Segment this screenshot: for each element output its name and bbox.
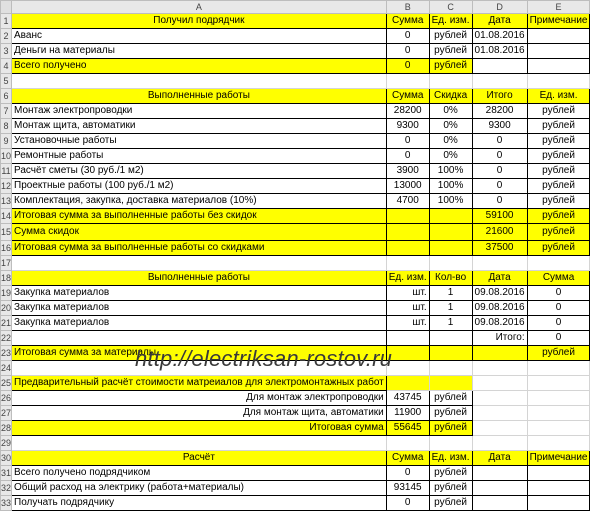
cell-d29[interactable]: [472, 436, 527, 451]
cell-b29[interactable]: [386, 436, 429, 451]
cell-c4[interactable]: рублей: [429, 59, 472, 74]
cell-b13[interactable]: 4700: [386, 194, 429, 209]
cell-c7[interactable]: 0%: [429, 104, 472, 119]
sheet-row-1: [1, 14, 590, 29]
cell-e30[interactable]: Примечание: [527, 451, 590, 466]
sheet-row-2: [1, 29, 590, 44]
cell-d15[interactable]: 21600: [472, 224, 527, 241]
sheet-row-20: [1, 301, 590, 316]
row-header[interactable]: 18: [1, 271, 12, 286]
cell-c6[interactable]: Скидка: [429, 89, 472, 104]
cell-e6[interactable]: Ед. изм.: [527, 89, 590, 104]
cell-c26[interactable]: рублей: [429, 391, 472, 406]
row-header[interactable]: 32: [1, 481, 12, 496]
cell-b17[interactable]: [386, 256, 429, 271]
cell-d32[interactable]: [472, 481, 527, 496]
cell-e28[interactable]: [527, 421, 590, 436]
cell-c28[interactable]: рублей: [429, 421, 472, 436]
sheet-row-14: [1, 209, 590, 224]
cell-b18[interactable]: Ед. изм.: [386, 271, 429, 286]
cell-b19[interactable]: шт.: [386, 286, 429, 301]
sheet-row-32: [1, 481, 590, 496]
cell-b32[interactable]: 93145: [386, 481, 429, 496]
cell-b27[interactable]: 11900: [386, 406, 429, 421]
cell-e5[interactable]: [527, 74, 590, 89]
cell-d12[interactable]: 0: [472, 179, 527, 194]
cell-b31[interactable]: 0: [386, 466, 429, 481]
cell-b7[interactable]: 28200: [386, 104, 429, 119]
cell-a25-text: Предварительный расчёт стоимости матреиалов для электромонтажных работ: [14, 377, 384, 388]
cell-b9[interactable]: 0: [386, 134, 429, 149]
cell-d28[interactable]: [472, 421, 527, 436]
cell-d25[interactable]: [472, 376, 527, 391]
column-header-c[interactable]: C: [429, 1, 472, 14]
sheet-row-15: [1, 224, 590, 241]
cell-b15[interactable]: [386, 224, 429, 241]
cell-e26[interactable]: [527, 391, 590, 406]
cell-b14[interactable]: [386, 209, 429, 224]
row-header[interactable]: 31: [1, 466, 12, 481]
cell-e11[interactable]: рублей: [527, 164, 590, 179]
row-header[interactable]: 27: [1, 406, 12, 421]
cell-e24[interactable]: [527, 361, 590, 376]
cell-d3[interactable]: 01.08.2016: [472, 44, 527, 59]
cell-a26[interactable]: Для монтаж электропроводки: [12, 391, 387, 406]
row-header[interactable]: 10: [1, 149, 12, 164]
cell-c31[interactable]: рублей: [429, 466, 472, 481]
row-header[interactable]: 16: [1, 241, 12, 256]
cell-e12[interactable]: рублей: [527, 179, 590, 194]
row-header[interactable]: 6: [1, 89, 12, 104]
cell-a13[interactable]: Комплектация, закупка, доставка материалов (10%): [12, 194, 387, 209]
sheet-row-21: [1, 316, 590, 331]
cell-b16[interactable]: [386, 241, 429, 256]
row-header[interactable]: 13: [1, 194, 12, 209]
cell-b1[interactable]: Сумма: [386, 14, 429, 29]
row-header[interactable]: 24: [1, 361, 12, 376]
cell-d14[interactable]: 59100: [472, 209, 527, 224]
sheet-row-5: [1, 74, 590, 89]
cell-e7[interactable]: рублей: [527, 104, 590, 119]
cell-c1[interactable]: Ед. изм.: [429, 14, 472, 29]
cell-e4[interactable]: [527, 59, 590, 74]
cell-c22[interactable]: [429, 331, 472, 346]
cell-b30[interactable]: Сумма: [386, 451, 429, 466]
row-header[interactable]: 11: [1, 164, 12, 179]
cell-c29[interactable]: [429, 436, 472, 451]
cell-b4[interactable]: 0: [386, 59, 429, 74]
cell-a20[interactable]: Закупка материалов: [12, 301, 387, 316]
cell-e9[interactable]: рублей: [527, 134, 590, 149]
cell-a2[interactable]: Аванс: [12, 29, 387, 44]
cell-b10[interactable]: 0: [386, 149, 429, 164]
cell-d30[interactable]: Дата: [472, 451, 527, 466]
cell-a27[interactable]: Для монтаж щита, автоматики: [12, 406, 387, 421]
cell-e20[interactable]: 0: [527, 301, 590, 316]
cell-a21[interactable]: Закупка материалов: [12, 316, 387, 331]
sheet-row-28: [1, 421, 590, 436]
cell-b33[interactable]: 0: [386, 496, 429, 511]
cell-e22[interactable]: 0: [527, 331, 590, 346]
cell-e2[interactable]: [527, 29, 590, 44]
sheet-row-16: [1, 241, 590, 256]
row-header[interactable]: 17: [1, 256, 12, 271]
cell-a29[interactable]: [12, 436, 387, 451]
cell-c12[interactable]: 100%: [429, 179, 472, 194]
cell-d26[interactable]: [472, 391, 527, 406]
cell-c2[interactable]: рублей: [429, 29, 472, 44]
sheet-row-29: [1, 436, 590, 451]
cell-a8[interactable]: Монтаж щита, автоматики: [12, 119, 387, 134]
cell-a7[interactable]: Монтаж электропроводки: [12, 104, 387, 119]
cell-c9[interactable]: 0%: [429, 134, 472, 149]
sheet-row-6: [1, 89, 590, 104]
row-header[interactable]: 9: [1, 134, 12, 149]
sheet-row-10: [1, 149, 590, 164]
cell-b6[interactable]: Сумма: [386, 89, 429, 104]
cell-a25[interactable]: [12, 376, 387, 391]
cell-e3[interactable]: [527, 44, 590, 59]
cell-a33[interactable]: Получать подрядчику: [12, 496, 387, 511]
row-header[interactable]: 14: [1, 209, 12, 224]
cell-e10[interactable]: рублей: [527, 149, 590, 164]
sheet-row-8: [1, 119, 590, 134]
cell-b20[interactable]: шт.: [386, 301, 429, 316]
cell-d5[interactable]: [472, 74, 527, 89]
cell-e32[interactable]: [527, 481, 590, 496]
sheet-row-24: [1, 361, 590, 376]
cell-d6[interactable]: Итого: [472, 89, 527, 104]
cell-b22[interactable]: [386, 331, 429, 346]
cell-a15[interactable]: Сумма скидок: [12, 224, 387, 241]
cell-c5[interactable]: [429, 74, 472, 89]
cell-c8[interactable]: 0%: [429, 119, 472, 134]
cell-d27[interactable]: [472, 406, 527, 421]
column-header-b[interactable]: B: [386, 1, 429, 14]
column-header-e[interactable]: E: [527, 1, 590, 14]
cell-c17[interactable]: [429, 256, 472, 271]
cell-c33[interactable]: рублей: [429, 496, 472, 511]
cell-c30[interactable]: Ед. изм.: [429, 451, 472, 466]
cell-b24[interactable]: [386, 361, 429, 376]
cell-b8[interactable]: 9300: [386, 119, 429, 134]
cell-d13[interactable]: 0: [472, 194, 527, 209]
row-header[interactable]: 30: [1, 451, 12, 466]
row-header[interactable]: 8: [1, 119, 12, 134]
cell-d31[interactable]: [472, 466, 527, 481]
row-header[interactable]: 25: [1, 376, 12, 391]
cell-a17[interactable]: [12, 256, 387, 271]
cell-d33[interactable]: [472, 496, 527, 511]
sheet-row-26: [1, 391, 590, 406]
column-header-d[interactable]: D: [472, 1, 527, 14]
cell-a30[interactable]: Расчёт: [12, 451, 387, 466]
cell-b26[interactable]: 43745: [386, 391, 429, 406]
cell-d11[interactable]: 0: [472, 164, 527, 179]
cell-e31[interactable]: [527, 466, 590, 481]
cell-d18[interactable]: Дата: [472, 271, 527, 286]
cell-e17[interactable]: [527, 256, 590, 271]
sheet-row-19: [1, 286, 590, 301]
cell-c27[interactable]: рублей: [429, 406, 472, 421]
row-header[interactable]: 1: [1, 14, 12, 29]
sheet-row-31: [1, 466, 590, 481]
cell-d22[interactable]: Итого:: [472, 331, 527, 346]
cell-a31[interactable]: Всего получено подрядчиком: [12, 466, 387, 481]
cell-e14[interactable]: рублей: [527, 209, 590, 224]
cell-c11[interactable]: 100%: [429, 164, 472, 179]
cell-a23[interactable]: Итоговая сумма за материалы: [12, 346, 387, 361]
cell-e23[interactable]: рублей: [527, 346, 590, 361]
cell-a10[interactable]: Ремонтные работы: [12, 149, 387, 164]
cell-a11[interactable]: Расчёт сметы (30 руб./1 м2): [12, 164, 387, 179]
row-header[interactable]: 7: [1, 104, 12, 119]
sheet-row-22: [1, 331, 590, 346]
cell-c23[interactable]: [429, 346, 472, 361]
cell-a3[interactable]: Деньги на материалы: [12, 44, 387, 59]
cell-c21[interactable]: 1: [429, 316, 472, 331]
row-header[interactable]: 15: [1, 224, 12, 241]
sheet-row-17: [1, 256, 590, 271]
cell-b25[interactable]: [386, 376, 429, 391]
cell-d17[interactable]: [472, 256, 527, 271]
cell-e13[interactable]: рублей: [527, 194, 590, 209]
cell-b3[interactable]: 0: [386, 44, 429, 59]
cell-e18[interactable]: Сумма: [527, 271, 590, 286]
column-header-row: [1, 1, 590, 14]
cell-b5[interactable]: [386, 74, 429, 89]
cell-a22[interactable]: [12, 331, 387, 346]
sheet-row-3: [1, 44, 590, 59]
sheet-row-33: [1, 496, 590, 511]
cell-b2[interactable]: 0: [386, 29, 429, 44]
sheet-row-13: [1, 194, 590, 209]
cell-d20[interactable]: 09.08.2016: [472, 301, 527, 316]
row-header[interactable]: 28: [1, 421, 12, 436]
cell-c13[interactable]: 100%: [429, 194, 472, 209]
cell-c20[interactable]: 1: [429, 301, 472, 316]
cell-e8[interactable]: рублей: [527, 119, 590, 134]
row-header[interactable]: 22: [1, 331, 12, 346]
cell-c24[interactable]: [429, 361, 472, 376]
row-header[interactable]: 21: [1, 316, 12, 331]
cell-c3[interactable]: рублей: [429, 44, 472, 59]
row-header[interactable]: 23: [1, 346, 12, 361]
cell-a5[interactable]: [12, 74, 387, 89]
cell-a24[interactable]: [12, 361, 387, 376]
cell-b21[interactable]: шт.: [386, 316, 429, 331]
column-header-a[interactable]: A: [12, 1, 387, 14]
cell-e25[interactable]: [527, 376, 590, 391]
cell-b28[interactable]: 55645: [386, 421, 429, 436]
cell-d8[interactable]: 9300: [472, 119, 527, 134]
sheet-row-18: [1, 271, 590, 286]
row-header[interactable]: 33: [1, 496, 12, 511]
cell-b11[interactable]: 3900: [386, 164, 429, 179]
cell-a14[interactable]: Итоговая сумма за выполненные работы без скидок: [12, 209, 387, 224]
cell-a18[interactable]: Выполненные работы: [12, 271, 387, 286]
cell-d24[interactable]: [472, 361, 527, 376]
row-header[interactable]: 12: [1, 179, 12, 194]
row-header[interactable]: 2: [1, 29, 12, 44]
cell-d16[interactable]: 37500: [472, 241, 527, 256]
cell-e15[interactable]: рублей: [527, 224, 590, 241]
row-header[interactable]: 3: [1, 44, 12, 59]
cell-a19[interactable]: Закупка материалов: [12, 286, 387, 301]
cell-a4[interactable]: Всего получено: [12, 59, 387, 74]
cell-c14[interactable]: [429, 209, 472, 224]
cell-a6[interactable]: Выполненные работы: [12, 89, 387, 104]
cell-e19[interactable]: 0: [527, 286, 590, 301]
cell-a9[interactable]: Установочные работы: [12, 134, 387, 149]
cell-a16[interactable]: Итоговая сумма за выполненные работы со скидками: [12, 241, 387, 256]
cell-e1[interactable]: Примечание: [527, 14, 590, 29]
cell-c25[interactable]: [429, 376, 472, 391]
cell-b23[interactable]: [386, 346, 429, 361]
cell-d23[interactable]: [472, 346, 527, 361]
sheet-row-12: [1, 179, 590, 194]
cell-c15[interactable]: [429, 224, 472, 241]
sheet-row-7: [1, 104, 590, 119]
cell-d19[interactable]: 09.08.2016: [472, 286, 527, 301]
sheet-row-25: [1, 376, 590, 391]
cell-c32[interactable]: рублей: [429, 481, 472, 496]
watermark-url: http://electriksan-rostov.ru: [135, 346, 393, 371]
row-header[interactable]: 20: [1, 301, 12, 316]
cell-d21[interactable]: 09.08.2016: [472, 316, 527, 331]
cell-e21[interactable]: 0: [527, 316, 590, 331]
cell-d7[interactable]: 28200: [472, 104, 527, 119]
cell-c19[interactable]: 1: [429, 286, 472, 301]
cell-e27[interactable]: [527, 406, 590, 421]
cell-c16[interactable]: [429, 241, 472, 256]
row-header[interactable]: 5: [1, 74, 12, 89]
cell-e16[interactable]: рублей: [527, 241, 590, 256]
cell-a28[interactable]: Итоговая сумма: [12, 421, 387, 436]
sheet-row-11: [1, 164, 590, 179]
sheet-row-23: [1, 346, 590, 361]
cell-d9[interactable]: 0: [472, 134, 527, 149]
cell-e33[interactable]: [527, 496, 590, 511]
row-header[interactable]: 29: [1, 436, 12, 451]
cell-d1[interactable]: Дата: [472, 14, 527, 29]
sheet-row-4: [1, 59, 590, 74]
cell-c10[interactable]: 0%: [429, 149, 472, 164]
cell-a12[interactable]: Проектные работы (100 руб./1 м2): [12, 179, 387, 194]
row-header[interactable]: 4: [1, 59, 12, 74]
sheet-row-27: [1, 406, 590, 421]
cell-a32[interactable]: Общий расход на электрику (работа+материалы): [12, 481, 387, 496]
cell-d4[interactable]: [472, 59, 527, 74]
cell-a1[interactable]: Получил подрядчик: [12, 14, 387, 29]
sheet-row-30: [1, 451, 590, 466]
cell-d2[interactable]: 01.08.2016: [472, 29, 527, 44]
row-header[interactable]: 26: [1, 391, 12, 406]
sheet-row-9: [1, 134, 590, 149]
row-header[interactable]: 19: [1, 286, 12, 301]
cell-d10[interactable]: 0: [472, 149, 527, 164]
cell-e29[interactable]: [527, 436, 590, 451]
select-all-corner[interactable]: [1, 1, 12, 14]
cell-b12[interactable]: 13000: [386, 179, 429, 194]
cell-c18[interactable]: Кол-во: [429, 271, 472, 286]
